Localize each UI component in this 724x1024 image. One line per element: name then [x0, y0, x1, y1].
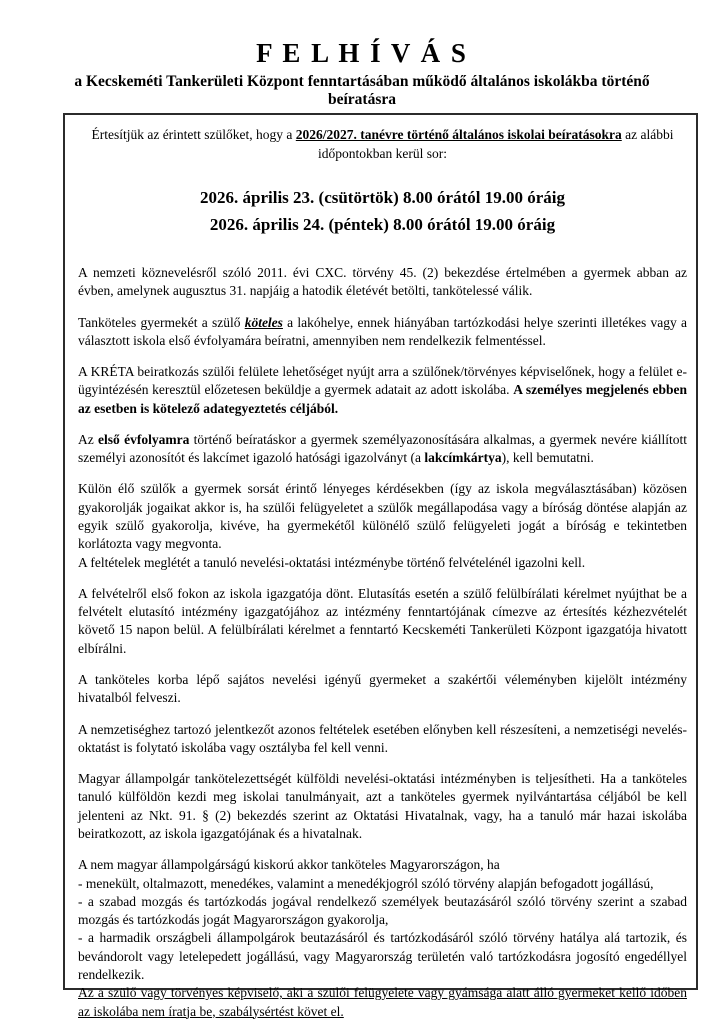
- text-run: a lakóhelye, ennek hiányában tartózkodási helye szerinti illetékes vagy a választott iskola első évfolyamára beíratni, amennyiben nem rendelkezik felmentéssel.: [78, 314, 687, 348]
- notice-box: [63, 113, 698, 1019]
- text-run: A nemzetiséghez tartozó jelentkezőt azonos feltételek esetében előnyben kell részesíteni, a nemzetiségi nevelés-oktatást is folytató iskolába vagy osztályba fel kell venni.: [78, 721, 687, 755]
- enrollment-dates: [78, 185, 687, 238]
- text-run: A személyes megjelenés ebben az esetben is kötelező adategyeztetés céljából.: [78, 382, 687, 416]
- enrollment-date-2: 2026. április 24. (péntek) 8.00 órától 19.00 óráig: [209, 214, 556, 234]
- text-run: - a harmadik országbeli állampolgárok beutazásáról és tartózkodásáról szóló törvény hatálya alá tartozik, és bevándorolt vagy letelepedett jogállású, vagy Magyarország területén való tartózkodásra jogosító engedéllyel rendelkezik.: [78, 930, 687, 982]
- paragraph: [78, 671, 687, 708]
- paragraph: [78, 721, 687, 758]
- text-run: az alábbi időpontokban kerül sor:: [318, 127, 674, 161]
- text-run: történő beíratáskor a gyermek személyazonosítására alkalmas, a gyermek nevére kiállított személyi azonosítót és lakcímet igazoló hatósági igazolványt (a: [78, 431, 687, 466]
- text-run: Az a szülő vagy törvényes képviselő, aki a szülői felügyelete vagy gyámsága alatt álló gyermeket kellő időben az iskolába nem íratja be, szabálysértést követ el.: [78, 985, 687, 1019]
- text-run: Értesítjük az érintett szülőket, hogy a: [91, 127, 296, 142]
- page-subtitle: a Kecskeméti Tankerületi Központ fenntartásában működő általános iskolákba történő beíratásra: [74, 73, 650, 109]
- text-run: - menekült, oltalmazott, menedékes, valamint a menedékjogról szóló törvény alapján befogadott jogállású,: [78, 875, 654, 891]
- text-run: A felvételről első fokon az iskola igazgatója dönt. Elutasítás esetén a szülő felülbírálati kérelmet nyújthat be a felvételt elutasító intézmény igazgatójához az intézmény fenntartójának címezve az értesítés kézhezvételét követő 15 napon belül. A felülbírálati kérelmet a fenntartó Kecskeméti Tankerületi Központ igazgatója hivatott elbírálni.: [78, 585, 687, 656]
- text-run: köteles: [244, 314, 283, 330]
- paragraph: [78, 856, 687, 1021]
- text-run: lakcímkártya: [424, 450, 502, 466]
- text-run: első évfolyamra: [98, 431, 190, 447]
- text-run: Tanköteles gyermekét a szülő: [78, 314, 245, 330]
- text-run: 2026/2027. tanévre történő általános iskolai beíratásokra: [295, 127, 622, 142]
- intro-paragraph: [86, 126, 679, 163]
- text-run: Magyar állampolgár tankötelezettségét külföldi nevelési-oktatási intézményben is teljesítheti. Ha a tanköteles tanuló külföldön kezdi meg iskolai tanulmányait, azt a tanköteles gyermek nyilvántartása céljából be kell jelenteni az Nkt. 91. § (2) bekezdés szerint az Oktatási Hivatalnak, vagy, ha a tanuló már hazai iskolába beiratkozott, az iskola igazgatójának és a hivatalnak.: [78, 771, 687, 841]
- paragraph: [78, 585, 687, 658]
- text-run: A feltételek meglétét a tanuló nevelési-oktatási intézménybe történő felvételénél igazolni kell.: [78, 554, 586, 570]
- text-run: A nemzeti köznevelésről szóló 2011. évi CXC. törvény 45. (2) bekezdése értelmében a gyermek abban az évben, amelynek augusztus 31. napjáig a hatodik életévét betölti, tankötelessé válik.: [78, 264, 687, 299]
- paragraph: [78, 480, 687, 571]
- text-run: ), kell bemutatni.: [501, 450, 594, 466]
- text-run: - a szabad mozgás és tartózkodás jogával rendelkező személyek beutazásáról szóló törvény szerint a szabad mozgás és tartózkodás jogát Magyarországon gyakorolja,: [78, 893, 687, 928]
- text-run: A nem magyar állampolgárságú kiskorú akkor tanköteles Magyarországon, ha: [78, 857, 500, 873]
- paragraph: [78, 314, 687, 351]
- page-title: F E L H Í V Á S: [256, 38, 468, 68]
- text-run: A tanköteles korba lépő sajátos nevelési igényű gyermeket a szakértői véleményben kijelölt intézmény hivatalból felveszi.: [78, 672, 687, 706]
- box-paragraphs: [78, 264, 687, 1021]
- text-run: A KRÉTA beiratkozás szülői felülete lehetőséget nyújt arra a szülőnek/törvényes képviselőnek, hogy a felület e-ügyintézésén keresztül előzetesen beküldje a gyermek adatait az adott iskolába.: [78, 364, 687, 398]
- enrollment-date-1: 2026. április 23. (csütörtök) 8.00 órától 19.00 óráig: [200, 188, 565, 208]
- paragraph: [78, 363, 687, 418]
- paragraph: [78, 770, 687, 843]
- paragraph: [78, 264, 687, 301]
- text-run: Az: [78, 431, 99, 447]
- text-run: Külön élő szülők a gyermek sorsát érintő lényeges kérdésekben (így az iskola megválasztásában) közösen gyakorolják jogaikat akkor is, ha szülői felügyeletet a szülők megállapodása vagy a bíróság döntése alapján az egyik szülő gyakorolja, kivéve, ha gyermekétől különélő szülő felügyeleti jogát a bíróság e tekintetben korlátozta vagy megvonta.: [78, 481, 687, 552]
- paragraph: [78, 431, 687, 468]
